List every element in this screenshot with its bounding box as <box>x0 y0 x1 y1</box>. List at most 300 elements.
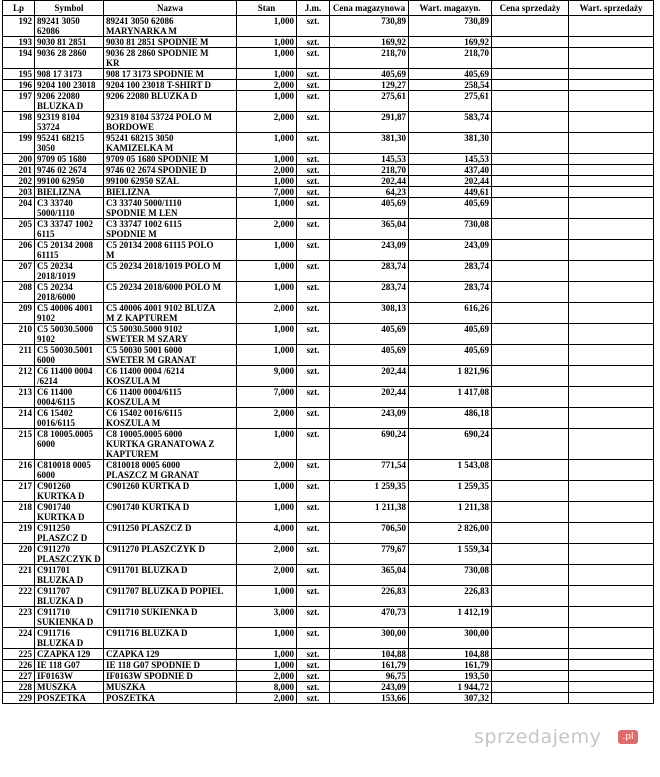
table-row <box>3 91 654 112</box>
cell-lp: 216 <box>3 460 35 481</box>
col-header-wart-sprzedazy: Wart. sprzedaży <box>569 1 654 16</box>
cell-wart-magazyn: 730,08 <box>409 565 492 586</box>
cell-wart-sprzedazy <box>569 282 654 303</box>
cell-cena-sprzedazy <box>492 324 569 345</box>
cell-cena-sprzedazy <box>492 303 569 324</box>
cell-cena-sprzedazy <box>492 387 569 408</box>
cell-wart-sprzedazy <box>569 324 654 345</box>
table-row <box>3 649 654 660</box>
cell-symbol: C3 33740 5000/1110 <box>35 198 104 219</box>
cell-symbol: 908 17 3173 <box>35 69 104 80</box>
cell-lp: 209 <box>3 303 35 324</box>
cell-jm: szt. <box>297 345 330 366</box>
cell-wart-magazyn: 145,53 <box>409 154 492 165</box>
cell-cena-sprzedazy <box>492 176 569 187</box>
cell-cena-sprzedazy <box>492 460 569 481</box>
cell-lp: 198 <box>3 112 35 133</box>
cell-nazwa: C911716 BLUZKA D <box>104 628 237 649</box>
cell-stan: 2,000 <box>237 671 297 682</box>
cell-wart-magazyn: 1 559,34 <box>409 544 492 565</box>
col-header-jm: J.m. <box>297 1 330 16</box>
cell-nazwa: IF0163W SPODNIE D <box>104 671 237 682</box>
table-row <box>3 69 654 80</box>
table-row <box>3 693 654 704</box>
cell-cena-magazynowa: 169,92 <box>330 37 409 48</box>
cell-stan: 1,000 <box>237 481 297 502</box>
table-row <box>3 37 654 48</box>
cell-lp: 193 <box>3 37 35 48</box>
cell-cena-sprzedazy <box>492 37 569 48</box>
cell-nazwa: 89241 3050 62086 MARYNARKA M <box>104 16 237 37</box>
cell-cena-magazynowa: 202,44 <box>330 366 409 387</box>
cell-nazwa: 9036 28 2860 SPODNIE M KR <box>104 48 237 69</box>
cell-symbol: C6 15402 0016/6115 <box>35 408 104 429</box>
cell-jm: szt. <box>297 154 330 165</box>
cell-symbol: 9206 22080 BLUZKA D <box>35 91 104 112</box>
cell-lp: 229 <box>3 693 35 704</box>
cell-symbol: C911707 BLUZKA D <box>35 586 104 607</box>
cell-wart-sprzedazy <box>569 565 654 586</box>
cell-wart-sprzedazy <box>569 544 654 565</box>
table-row <box>3 282 654 303</box>
cell-wart-sprzedazy <box>569 261 654 282</box>
cell-cena-sprzedazy <box>492 544 569 565</box>
cell-wart-magazyn: 730,89 <box>409 16 492 37</box>
cell-symbol: 9746 02 2674 <box>35 165 104 176</box>
cell-wart-sprzedazy <box>569 523 654 544</box>
cell-stan: 1,000 <box>237 16 297 37</box>
table-row <box>3 565 654 586</box>
cell-jm: szt. <box>297 165 330 176</box>
cell-nazwa: C911701 BLUZKA D <box>104 565 237 586</box>
cell-wart-magazyn: 300,00 <box>409 628 492 649</box>
cell-cena-sprzedazy <box>492 165 569 176</box>
cell-cena-magazynowa: 405,69 <box>330 69 409 80</box>
cell-lp: 218 <box>3 502 35 523</box>
cell-wart-magazyn: 437,40 <box>409 165 492 176</box>
cell-lp: 196 <box>3 80 35 91</box>
watermark-badge: .pl <box>618 730 638 744</box>
cell-stan: 1,000 <box>237 69 297 80</box>
cell-wart-magazyn: 1 211,38 <box>409 502 492 523</box>
cell-nazwa: C810018 0005 6000 PLASZCZ M GRANAT <box>104 460 237 481</box>
cell-stan: 1,000 <box>237 502 297 523</box>
cell-jm: szt. <box>297 48 330 69</box>
cell-jm: szt. <box>297 303 330 324</box>
cell-cena-magazynowa: 104,88 <box>330 649 409 660</box>
cell-cena-magazynowa: 243,09 <box>330 240 409 261</box>
cell-lp: 195 <box>3 69 35 80</box>
cell-stan: 1,000 <box>237 586 297 607</box>
cell-wart-magazyn: 218,70 <box>409 48 492 69</box>
cell-symbol: CZAPKA 129 <box>35 649 104 660</box>
cell-wart-sprzedazy <box>569 16 654 37</box>
cell-wart-sprzedazy <box>569 408 654 429</box>
cell-nazwa: 9206 22080 BLUZKA D <box>104 91 237 112</box>
cell-wart-magazyn: 2 826,00 <box>409 523 492 544</box>
cell-jm: szt. <box>297 460 330 481</box>
cell-wart-sprzedazy <box>569 586 654 607</box>
table-row <box>3 345 654 366</box>
cell-wart-sprzedazy <box>569 502 654 523</box>
cell-stan: 1,000 <box>237 324 297 345</box>
cell-cena-sprzedazy <box>492 69 569 80</box>
cell-cena-magazynowa: 470,73 <box>330 607 409 628</box>
cell-nazwa: 908 17 3173 SPODNIE M <box>104 69 237 80</box>
cell-stan: 1,000 <box>237 660 297 671</box>
cell-nazwa: C911270 PLASZCZYK D <box>104 544 237 565</box>
cell-stan: 4,000 <box>237 523 297 544</box>
cell-wart-magazyn: 1 417,08 <box>409 387 492 408</box>
cell-cena-magazynowa: 365,04 <box>330 219 409 240</box>
table-row <box>3 198 654 219</box>
cell-cena-magazynowa: 291,87 <box>330 112 409 133</box>
cell-nazwa: 99100 62950 SZAL <box>104 176 237 187</box>
cell-nazwa: C901740 KURTKA D <box>104 502 237 523</box>
cell-symbol: C911710 SUKIENKA D <box>35 607 104 628</box>
cell-nazwa: C911707 BLUZKA D POPIEL <box>104 586 237 607</box>
cell-wart-sprzedazy <box>569 628 654 649</box>
cell-lp: 197 <box>3 91 35 112</box>
cell-jm: szt. <box>297 324 330 345</box>
cell-symbol: 9030 81 2851 <box>35 37 104 48</box>
cell-wart-sprzedazy <box>569 112 654 133</box>
col-header-stan: Stan <box>237 1 297 16</box>
cell-lp: 210 <box>3 324 35 345</box>
cell-symbol: C5 50030.5000 9102 <box>35 324 104 345</box>
cell-wart-magazyn: 226,83 <box>409 586 492 607</box>
cell-wart-magazyn: 243,09 <box>409 240 492 261</box>
cell-wart-sprzedazy <box>569 198 654 219</box>
cell-cena-magazynowa: 1 259,35 <box>330 481 409 502</box>
cell-wart-sprzedazy <box>569 345 654 366</box>
cell-lp: 199 <box>3 133 35 154</box>
cell-wart-sprzedazy <box>569 240 654 261</box>
cell-lp: 194 <box>3 48 35 69</box>
table-row <box>3 502 654 523</box>
table-row <box>3 240 654 261</box>
cell-nazwa: C3 33740 5000/1110 SPODNIE M LEN <box>104 198 237 219</box>
table-row <box>3 219 654 240</box>
cell-nazwa: IE 118 G07 SPODNIE D <box>104 660 237 671</box>
cell-wart-sprzedazy <box>569 607 654 628</box>
cell-wart-magazyn: 283,74 <box>409 261 492 282</box>
cell-stan: 7,000 <box>237 187 297 198</box>
table-row <box>3 682 654 693</box>
cell-cena-sprzedazy <box>492 649 569 660</box>
cell-nazwa: C6 11400 0004 /6214 KOSZULA M <box>104 366 237 387</box>
cell-cena-magazynowa: 706,50 <box>330 523 409 544</box>
cell-jm: szt. <box>297 429 330 460</box>
cell-nazwa: BIELIZNA <box>104 187 237 198</box>
cell-symbol: C911250 PLASZCZ D <box>35 523 104 544</box>
cell-stan: 8,000 <box>237 682 297 693</box>
cell-symbol: 99100 62950 <box>35 176 104 187</box>
table-row <box>3 387 654 408</box>
cell-stan: 2,000 <box>237 408 297 429</box>
cell-jm: szt. <box>297 523 330 544</box>
cell-nazwa: 9030 81 2851 SPODNIE M <box>104 37 237 48</box>
cell-symbol: C911701 BLUZKA D <box>35 565 104 586</box>
header-row <box>3 1 654 16</box>
cell-jm: szt. <box>297 671 330 682</box>
cell-wart-sprzedazy <box>569 154 654 165</box>
cell-jm: szt. <box>297 219 330 240</box>
cell-wart-sprzedazy <box>569 176 654 187</box>
cell-wart-magazyn: 405,69 <box>409 324 492 345</box>
cell-wart-magazyn: 202,44 <box>409 176 492 187</box>
cell-nazwa: POSZETKA <box>104 693 237 704</box>
cell-wart-sprzedazy <box>569 133 654 154</box>
cell-jm: szt. <box>297 544 330 565</box>
cell-cena-magazynowa: 129,27 <box>330 80 409 91</box>
cell-stan: 2,000 <box>237 112 297 133</box>
cell-cena-magazynowa: 308,13 <box>330 303 409 324</box>
table-row <box>3 523 654 544</box>
cell-cena-magazynowa: 405,69 <box>330 345 409 366</box>
cell-cena-sprzedazy <box>492 523 569 544</box>
cell-wart-sprzedazy <box>569 460 654 481</box>
cell-cena-sprzedazy <box>492 133 569 154</box>
table-row <box>3 261 654 282</box>
cell-nazwa: 9709 05 1680 SPODNIE M <box>104 154 237 165</box>
cell-jm: szt. <box>297 37 330 48</box>
cell-cena-sprzedazy <box>492 408 569 429</box>
cell-stan: 1,000 <box>237 176 297 187</box>
cell-cena-sprzedazy <box>492 80 569 91</box>
table-row <box>3 176 654 187</box>
cell-symbol: IF0163W <box>35 671 104 682</box>
cell-wart-sprzedazy <box>569 682 654 693</box>
cell-wart-sprzedazy <box>569 219 654 240</box>
table-row <box>3 628 654 649</box>
cell-nazwa: C5 40006 4001 9102 BLUZA M Z KAPTUREM <box>104 303 237 324</box>
cell-jm: szt. <box>297 586 330 607</box>
cell-cena-magazynowa: 771,54 <box>330 460 409 481</box>
table-row <box>3 165 654 176</box>
cell-symbol: C5 20134 2008 61115 <box>35 240 104 261</box>
cell-lp: 217 <box>3 481 35 502</box>
cell-wart-sprzedazy <box>569 165 654 176</box>
cell-wart-magazyn: 730,08 <box>409 219 492 240</box>
table-row <box>3 16 654 37</box>
cell-symbol: C5 40006 4001 9102 <box>35 303 104 324</box>
cell-jm: szt. <box>297 607 330 628</box>
cell-cena-magazynowa: 145,53 <box>330 154 409 165</box>
cell-wart-sprzedazy <box>569 366 654 387</box>
table-row <box>3 48 654 69</box>
cell-jm: szt. <box>297 69 330 80</box>
cell-cena-sprzedazy <box>492 219 569 240</box>
cell-cena-sprzedazy <box>492 693 569 704</box>
cell-lp: 211 <box>3 345 35 366</box>
cell-wart-sprzedazy <box>569 660 654 671</box>
cell-symbol: C901260 KURTKA D <box>35 481 104 502</box>
inventory-table <box>2 0 654 704</box>
table-row <box>3 324 654 345</box>
cell-cena-magazynowa: 300,00 <box>330 628 409 649</box>
cell-nazwa: C6 15402 0016/6115 KOSZULA M <box>104 408 237 429</box>
cell-cena-sprzedazy <box>492 565 569 586</box>
cell-symbol: C911716 BLUZKA D <box>35 628 104 649</box>
cell-stan: 1,000 <box>237 429 297 460</box>
cell-jm: szt. <box>297 80 330 91</box>
cell-stan: 1,000 <box>237 154 297 165</box>
cell-jm: szt. <box>297 660 330 671</box>
cell-wart-magazyn: 449,61 <box>409 187 492 198</box>
cell-wart-magazyn: 258,54 <box>409 80 492 91</box>
cell-lp: 221 <box>3 565 35 586</box>
cell-cena-magazynowa: 161,79 <box>330 660 409 671</box>
cell-symbol: C8 10005.0005 6000 <box>35 429 104 460</box>
cell-cena-sprzedazy <box>492 282 569 303</box>
cell-cena-magazynowa: 153,66 <box>330 693 409 704</box>
cell-cena-sprzedazy <box>492 154 569 165</box>
cell-cena-sprzedazy <box>492 91 569 112</box>
cell-symbol: 95241 68215 3050 <box>35 133 104 154</box>
cell-nazwa: 9204 100 23018 T-SHIRT D <box>104 80 237 91</box>
cell-wart-magazyn: 381,30 <box>409 133 492 154</box>
cell-nazwa: C5 50030.5000 9102 SWETER M SZARY <box>104 324 237 345</box>
cell-jm: szt. <box>297 282 330 303</box>
cell-stan: 1,000 <box>237 133 297 154</box>
cell-lp: 215 <box>3 429 35 460</box>
cell-nazwa: C911710 SUKIENKA D <box>104 607 237 628</box>
cell-lp: 201 <box>3 165 35 176</box>
table-row <box>3 303 654 324</box>
table-row <box>3 112 654 133</box>
cell-cena-sprzedazy <box>492 682 569 693</box>
table-row <box>3 429 654 460</box>
cell-cena-magazynowa: 730,89 <box>330 16 409 37</box>
col-header-cena-sprzedazy: Cena sprzedaży <box>492 1 569 16</box>
cell-jm: szt. <box>297 91 330 112</box>
cell-wart-sprzedazy <box>569 649 654 660</box>
table-row <box>3 544 654 565</box>
cell-wart-sprzedazy <box>569 187 654 198</box>
cell-nazwa: C6 11400 0004/6115 KOSZULA M <box>104 387 237 408</box>
cell-cena-magazynowa: 226,83 <box>330 586 409 607</box>
col-header-symbol: Symbol <box>35 1 104 16</box>
cell-cena-sprzedazy <box>492 660 569 671</box>
table-row <box>3 481 654 502</box>
cell-cena-magazynowa: 405,69 <box>330 324 409 345</box>
cell-jm: szt. <box>297 502 330 523</box>
cell-wart-magazyn: 161,79 <box>409 660 492 671</box>
cell-lp: 206 <box>3 240 35 261</box>
cell-cena-magazynowa: 218,70 <box>330 48 409 69</box>
cell-symbol: BIELIZNA <box>35 187 104 198</box>
cell-stan: 1,000 <box>237 240 297 261</box>
cell-nazwa: C911250 PLASZCZ D <box>104 523 237 544</box>
cell-nazwa: C5 20134 2008 61115 POLO M <box>104 240 237 261</box>
cell-lp: 213 <box>3 387 35 408</box>
cell-stan: 2,000 <box>237 565 297 586</box>
cell-cena-sprzedazy <box>492 198 569 219</box>
cell-wart-sprzedazy <box>569 303 654 324</box>
cell-wart-magazyn: 616,26 <box>409 303 492 324</box>
cell-symbol: C810018 0005 6000 <box>35 460 104 481</box>
cell-cena-magazynowa: 283,74 <box>330 261 409 282</box>
cell-jm: szt. <box>297 693 330 704</box>
cell-stan: 1,000 <box>237 37 297 48</box>
cell-stan: 9,000 <box>237 366 297 387</box>
cell-wart-magazyn: 1 543,08 <box>409 460 492 481</box>
cell-wart-magazyn: 1 944,72 <box>409 682 492 693</box>
cell-wart-magazyn: 486,18 <box>409 408 492 429</box>
cell-lp: 204 <box>3 198 35 219</box>
cell-stan: 2,000 <box>237 80 297 91</box>
cell-symbol: 92319 8104 53724 <box>35 112 104 133</box>
cell-cena-magazynowa: 218,70 <box>330 165 409 176</box>
cell-nazwa: C901260 KURTKA D <box>104 481 237 502</box>
cell-wart-sprzedazy <box>569 48 654 69</box>
cell-stan: 2,000 <box>237 460 297 481</box>
col-header-nazwa: Nazwa <box>104 1 237 16</box>
cell-lp: 203 <box>3 187 35 198</box>
cell-cena-sprzedazy <box>492 429 569 460</box>
cell-cena-sprzedazy <box>492 187 569 198</box>
cell-jm: szt. <box>297 565 330 586</box>
table-row <box>3 408 654 429</box>
cell-wart-magazyn: 283,74 <box>409 282 492 303</box>
cell-wart-sprzedazy <box>569 69 654 80</box>
cell-wart-sprzedazy <box>569 429 654 460</box>
cell-wart-sprzedazy <box>569 693 654 704</box>
cell-stan: 2,000 <box>237 544 297 565</box>
cell-stan: 2,000 <box>237 693 297 704</box>
cell-lp: 212 <box>3 366 35 387</box>
cell-lp: 214 <box>3 408 35 429</box>
cell-symbol: C5 20234 2018/6000 <box>35 282 104 303</box>
cell-lp: 225 <box>3 649 35 660</box>
cell-jm: szt. <box>297 387 330 408</box>
cell-jm: szt. <box>297 176 330 187</box>
cell-wart-magazyn: 405,69 <box>409 198 492 219</box>
cell-cena-sprzedazy <box>492 502 569 523</box>
cell-nazwa: C3 33747 1002 6115 SPODNIE M <box>104 219 237 240</box>
cell-jm: szt. <box>297 187 330 198</box>
table-body <box>3 16 654 704</box>
cell-lp: 205 <box>3 219 35 240</box>
cell-lp: 219 <box>3 523 35 544</box>
cell-symbol: POSZETKA <box>35 693 104 704</box>
cell-wart-sprzedazy <box>569 91 654 112</box>
cell-cena-magazynowa: 365,04 <box>330 565 409 586</box>
cell-cena-magazynowa: 405,69 <box>330 198 409 219</box>
cell-wart-magazyn: 1 412,19 <box>409 607 492 628</box>
cell-cena-sprzedazy <box>492 628 569 649</box>
cell-wart-magazyn: 1 821,96 <box>409 366 492 387</box>
cell-lp: 226 <box>3 660 35 671</box>
cell-jm: szt. <box>297 408 330 429</box>
cell-wart-magazyn: 275,61 <box>409 91 492 112</box>
col-header-wart-magazyn: Wart. magazyn. <box>409 1 492 16</box>
table-row <box>3 586 654 607</box>
cell-symbol: MUSZKA <box>35 682 104 693</box>
cell-jm: szt. <box>297 366 330 387</box>
cell-jm: szt. <box>297 261 330 282</box>
cell-nazwa: 9746 02 2674 SPODNIE D <box>104 165 237 176</box>
cell-wart-magazyn: 583,74 <box>409 112 492 133</box>
col-header-lp: Lp <box>3 1 35 16</box>
cell-stan: 1,000 <box>237 628 297 649</box>
cell-lp: 207 <box>3 261 35 282</box>
cell-cena-magazynowa: 275,61 <box>330 91 409 112</box>
cell-stan: 1,000 <box>237 91 297 112</box>
cell-stan: 1,000 <box>237 48 297 69</box>
cell-lp: 220 <box>3 544 35 565</box>
